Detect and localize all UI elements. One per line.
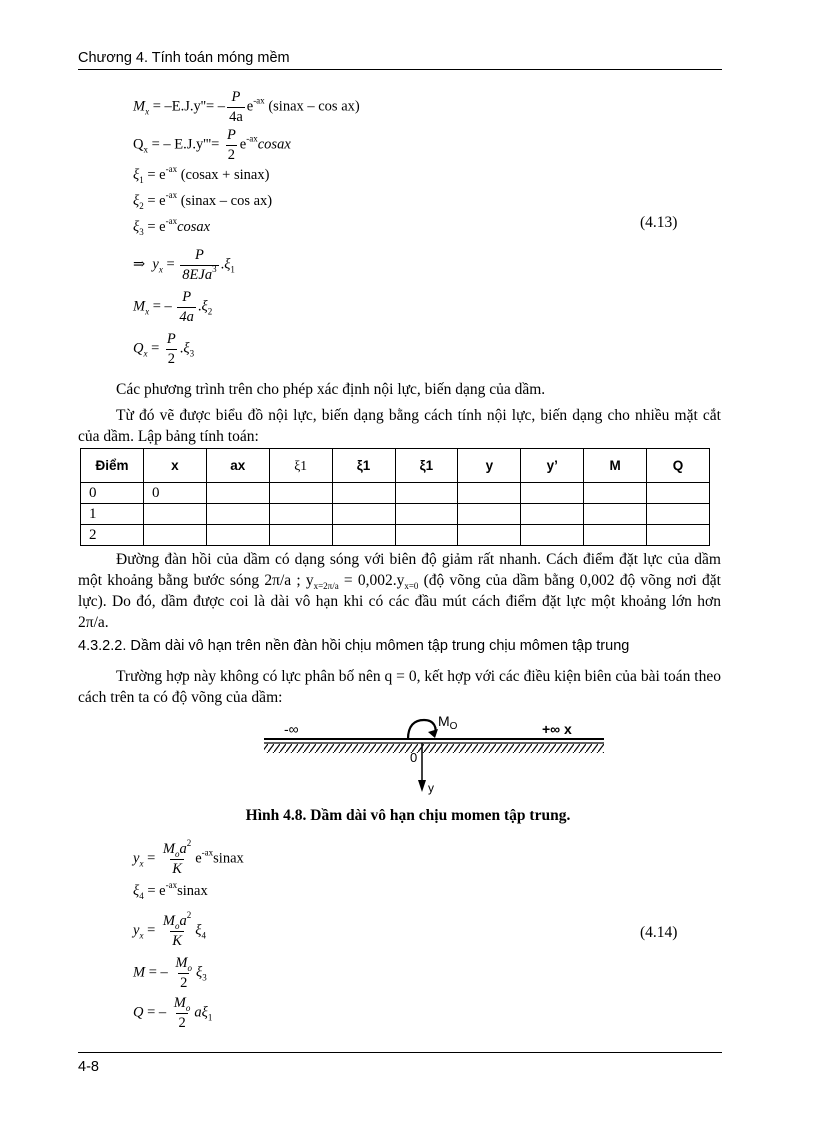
moment-arc xyxy=(408,720,436,739)
table-cell xyxy=(395,483,458,504)
table-cell xyxy=(206,483,269,504)
calculation-table xyxy=(80,448,710,546)
table-header-cell: M xyxy=(584,449,647,483)
table-header-cell: Điểm xyxy=(81,449,144,483)
table-cell: 1 xyxy=(81,504,144,525)
chapter-header: Chương 4. Tính toán móng mềm xyxy=(78,50,290,66)
elastic-foundation-hatch xyxy=(264,744,604,753)
eq-yx-xi4: $y_x$ = $\frac{M_oa^2}{K}$ $\xi_4$ xyxy=(133,910,206,949)
eq-xi2: $\xi_2 = e^{-ax}$ (sinax – cos ax) xyxy=(133,190,273,211)
eq-M-moment: M = – $\frac{M_o}{2}$ $\xi_3$ xyxy=(133,955,207,991)
header-rule xyxy=(78,69,722,70)
table-header-cell: ξ1 xyxy=(395,449,458,483)
table-cell xyxy=(584,483,647,504)
table-header-row xyxy=(81,449,710,483)
table-cell xyxy=(647,525,710,546)
table-cell xyxy=(395,525,458,546)
table-cell xyxy=(647,483,710,504)
eq-xi1: $\xi_1 = e^{-ax}$ (cosax + sinax) xyxy=(133,164,270,185)
table-cell xyxy=(521,483,584,504)
table-row xyxy=(81,504,710,525)
table-header-cell: ax xyxy=(206,449,269,483)
paragraph-table-intro: Từ đó vẽ được biểu đồ nội lực, biến dạng bằng cách tính nội lực, biến dạng cho nhiều mặt cắt của dầm. Lập bảng tính toán: xyxy=(78,407,721,445)
table-header-cell: ξ1 xyxy=(269,449,332,483)
y-axis-label: y xyxy=(428,781,434,795)
beam-figure xyxy=(262,712,606,798)
eq-xi4: $\xi_4$ = $e^{-ax}sinax$ xyxy=(133,880,208,901)
table-cell xyxy=(269,525,332,546)
eq-Qx: $Q_x$ = – E.J.y'''= $\frac{P}{2}$ $e^{-ax}cosax$ xyxy=(133,127,291,163)
table-row xyxy=(81,525,710,546)
equation-number-4-13: (4.13) xyxy=(640,214,678,231)
table-cell xyxy=(458,483,521,504)
table-cell xyxy=(458,525,521,546)
table-row xyxy=(81,483,710,504)
table-cell: 2 xyxy=(81,525,144,546)
eq-Q-moment: Q = – $\frac{M_o}{2}$ $a\xi_1$ xyxy=(133,995,213,1031)
table-cell: 0 xyxy=(143,483,206,504)
eq-Mx: $M_x = -E.J.y''=$ – $\frac{P}{4a}$ $e^{-ax}$ (sinax – cos ax) xyxy=(133,89,360,125)
moment-arrowhead xyxy=(428,729,438,738)
table-cell xyxy=(206,525,269,546)
table-cell xyxy=(332,483,395,504)
table-cell xyxy=(143,525,206,546)
plus-infinity-x-label: +∞ x xyxy=(542,721,572,737)
moment-label: $M_O$ xyxy=(438,713,458,732)
table-cell xyxy=(332,525,395,546)
equation-number-4-14: (4.14) xyxy=(640,924,678,941)
table-cell xyxy=(584,504,647,525)
table-cell xyxy=(395,504,458,525)
paragraph-equations-purpose: Các phương trình trên cho phép xác định nội lực, biến dạng của dầm. xyxy=(116,381,546,398)
figure-caption: Hình 4.8. Dầm dài vô hạn chịu momen tập trung. xyxy=(245,807,571,824)
table-cell xyxy=(521,504,584,525)
table-cell xyxy=(206,504,269,525)
page-number: 4-8 xyxy=(78,1059,99,1075)
table-cell: 0 xyxy=(81,483,144,504)
table-header-cell: Q xyxy=(647,449,710,483)
origin-label: 0 xyxy=(410,750,418,765)
footer-rule xyxy=(78,1052,722,1053)
minus-infinity-label: -∞ xyxy=(284,721,299,737)
table-cell xyxy=(584,525,647,546)
section-heading: 4.3.2.2. Dầm dài vô hạn trên nền đàn hồi chịu mômen tập trung chịu mômen tập trung xyxy=(78,638,630,654)
y-axis-arrowhead xyxy=(418,780,426,792)
eq-Mx-xi: $M_x$ = – $\frac{P}{4a}$ $.\xi_2$ xyxy=(133,289,213,325)
table-header-cell: y xyxy=(458,449,521,483)
eq-yx: ⇒ $y_x$ = $\frac{P}{8EJa^3}$ $.\xi_1$ xyxy=(133,247,235,283)
table-cell xyxy=(269,504,332,525)
paragraph-moment-case: Trường hợp này không có lực phân bố nên q = 0, kết hợp với các điều kiện biên của bài toán theo cách trên ta có độ võng của dầm: xyxy=(78,668,721,706)
eq-Qx-xi: $Q_x$ = $\frac{P}{2}$ $.\xi_3$ xyxy=(133,331,195,367)
eq-yx-moment: $y_x$ = $\frac{M_oa^2}{K}$ $e^{-ax}sinax$ xyxy=(133,838,244,877)
table-cell xyxy=(332,504,395,525)
table-cell xyxy=(269,483,332,504)
eq-xi3: $\xi_3$ = $e^{-ax}cosax$ xyxy=(133,216,211,237)
table-cell xyxy=(521,525,584,546)
paragraph-elastic-line: Đường đàn hồi của dầm có dạng sóng với biên độ giảm rất nhanh. Cách điểm đặt lực của dầm một khoảng bằng bước sóng 2π/a ; $y_{x=2\pi/a} = 0,002.y_{x=0}$ (độ võng của dầm bằng 0,002 độ võng nơi đặt lực). Do đó, dầm được coi là dài vô hạn khi có các đầu mút cách điểm đặt lực một khoảng lớn hơn 2π/a. xyxy=(78,551,721,631)
table-cell xyxy=(143,504,206,525)
table-header-cell: y’ xyxy=(521,449,584,483)
table-cell xyxy=(458,504,521,525)
table-header-cell: ξ1 xyxy=(332,449,395,483)
table-cell xyxy=(647,504,710,525)
table-header-cell: x xyxy=(143,449,206,483)
